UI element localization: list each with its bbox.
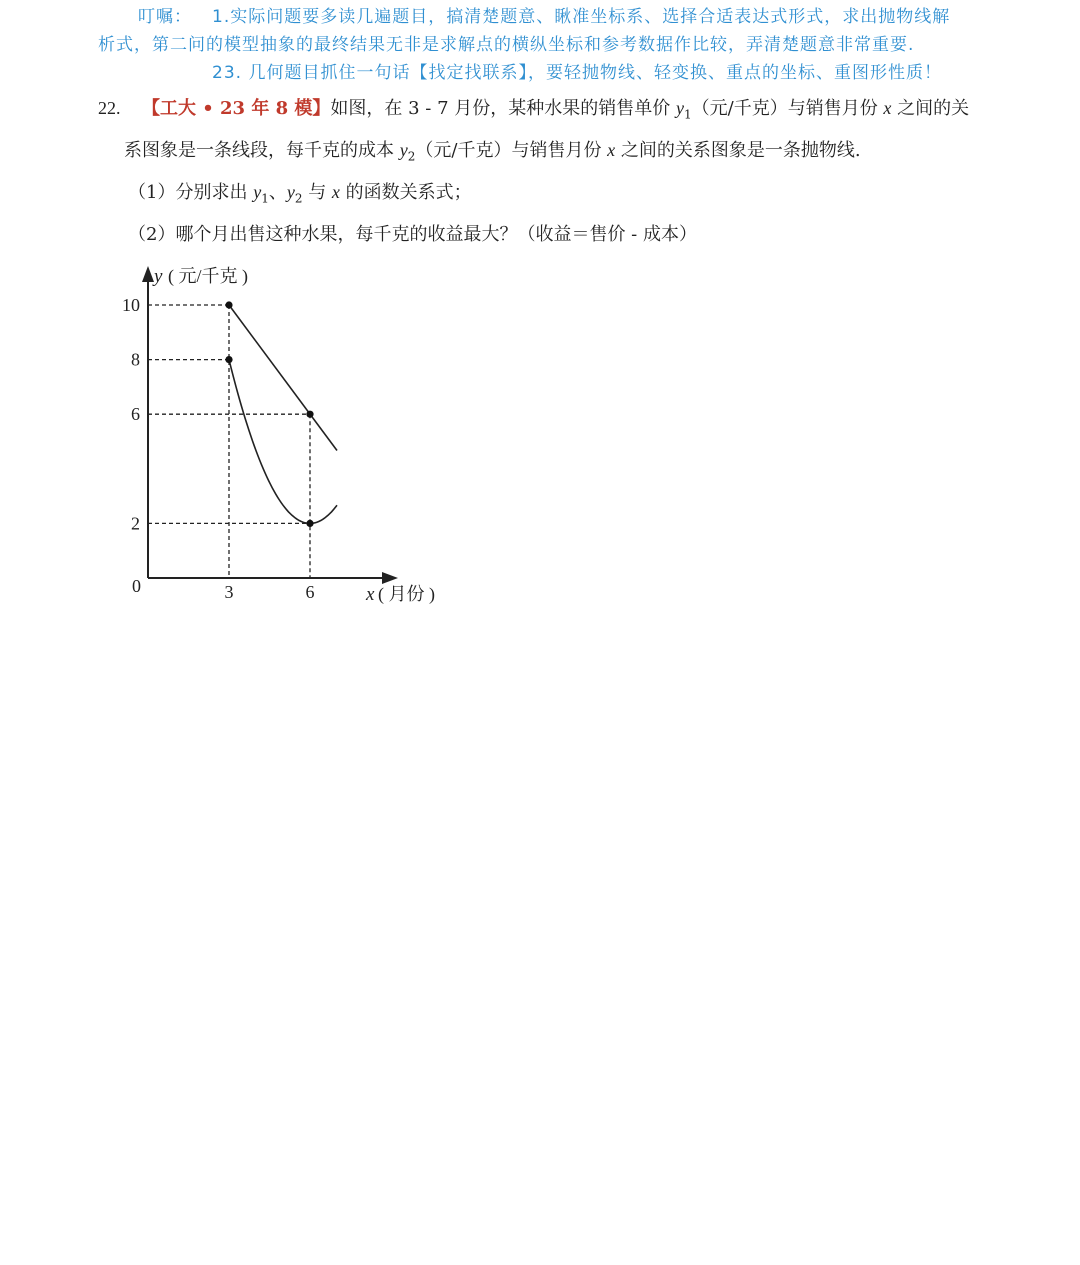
question-text-2b: （元/千克）与销售月份 <box>415 140 608 161</box>
note-line-1: 1.实际问题要多读几遍题目，搞清楚题意、瞅准坐标系、选择合适表达式形式，求出抛物线解 <box>212 7 951 27</box>
question-part-1 <box>128 178 472 206</box>
part1-var-y1: y <box>253 182 262 202</box>
y1-price-segment <box>229 305 337 451</box>
x-axis-var: x <box>366 584 375 605</box>
origin-label: 0 <box>132 576 141 596</box>
question-number: 22. <box>98 98 121 118</box>
part1-text-a: （1）分别求出 <box>128 182 254 203</box>
part1-text-c: 的函数关系式； <box>339 182 472 203</box>
note-line-3: 23. 几何题目抓住一句话【找定找联系】，要轻抛物线、轻变换、重点的坐标、重图形性质！ <box>212 63 942 83</box>
part1-var-y2-sub: 2 <box>294 191 303 206</box>
y-axis-var: y <box>154 266 163 287</box>
note-label: 叮嘱： <box>138 7 192 27</box>
question-text-1b: （元/千克）与销售月份 <box>691 98 884 119</box>
var-y2-sub: 2 <box>407 149 416 164</box>
x-tick-label: 6 <box>305 582 315 602</box>
var-x: x <box>607 140 616 160</box>
part1-var-y1-sub: 1 <box>261 191 269 206</box>
x-axis-unit: ( 月份 ) <box>378 584 435 604</box>
question-text-2a: 系图象是一条线段，每千克的成本 <box>124 140 400 161</box>
question-source-tag: 【工大 • 23 年 8 模】 <box>141 98 331 119</box>
y-tick-label: 6 <box>131 404 140 425</box>
var-y1-sub: 1 <box>683 107 692 122</box>
y-tick-label: 8 <box>131 349 140 370</box>
question-line-1 <box>98 94 969 122</box>
y-axis-unit: ( 元/千克 ) <box>168 266 248 286</box>
x-tick-label: 3 <box>224 582 234 602</box>
question-text-1a: 如图，在 3 - 7 月份，某种水果的销售单价 <box>330 98 676 119</box>
var-y1: y <box>675 98 684 118</box>
part1-text-b: 与 <box>302 182 332 203</box>
key-point <box>306 411 313 418</box>
part1-sep: 、 <box>268 182 287 203</box>
y-tick-label: 2 <box>131 513 140 534</box>
question-part-2: （2）哪个月出售这种水果，每千克的收益最大？（收益＝售价 - 成本） <box>128 224 697 245</box>
question-line-2 <box>124 136 861 164</box>
question-text-1c: 之间的关 <box>891 98 970 119</box>
y-axis-arrow <box>142 266 154 282</box>
var-y2: y <box>399 140 408 160</box>
part1-var-x: x <box>331 182 340 202</box>
question-text-2c: 之间的关系图象是一条抛物线. <box>615 140 861 161</box>
y2-cost-parabola <box>229 360 337 524</box>
part1-var-y2: y <box>286 182 295 202</box>
x-axis-arrow <box>382 572 398 584</box>
key-point <box>306 520 313 527</box>
var-x: x <box>883 98 892 118</box>
y-tick-label: 10 <box>122 295 140 315</box>
key-point <box>225 301 232 308</box>
note-line-2: 析式，第二问的模型抽象的最终结果无非是求解点的横纵坐标和参考数据作比较，弄清楚题意非常重要. <box>98 35 915 55</box>
key-point <box>225 356 232 363</box>
